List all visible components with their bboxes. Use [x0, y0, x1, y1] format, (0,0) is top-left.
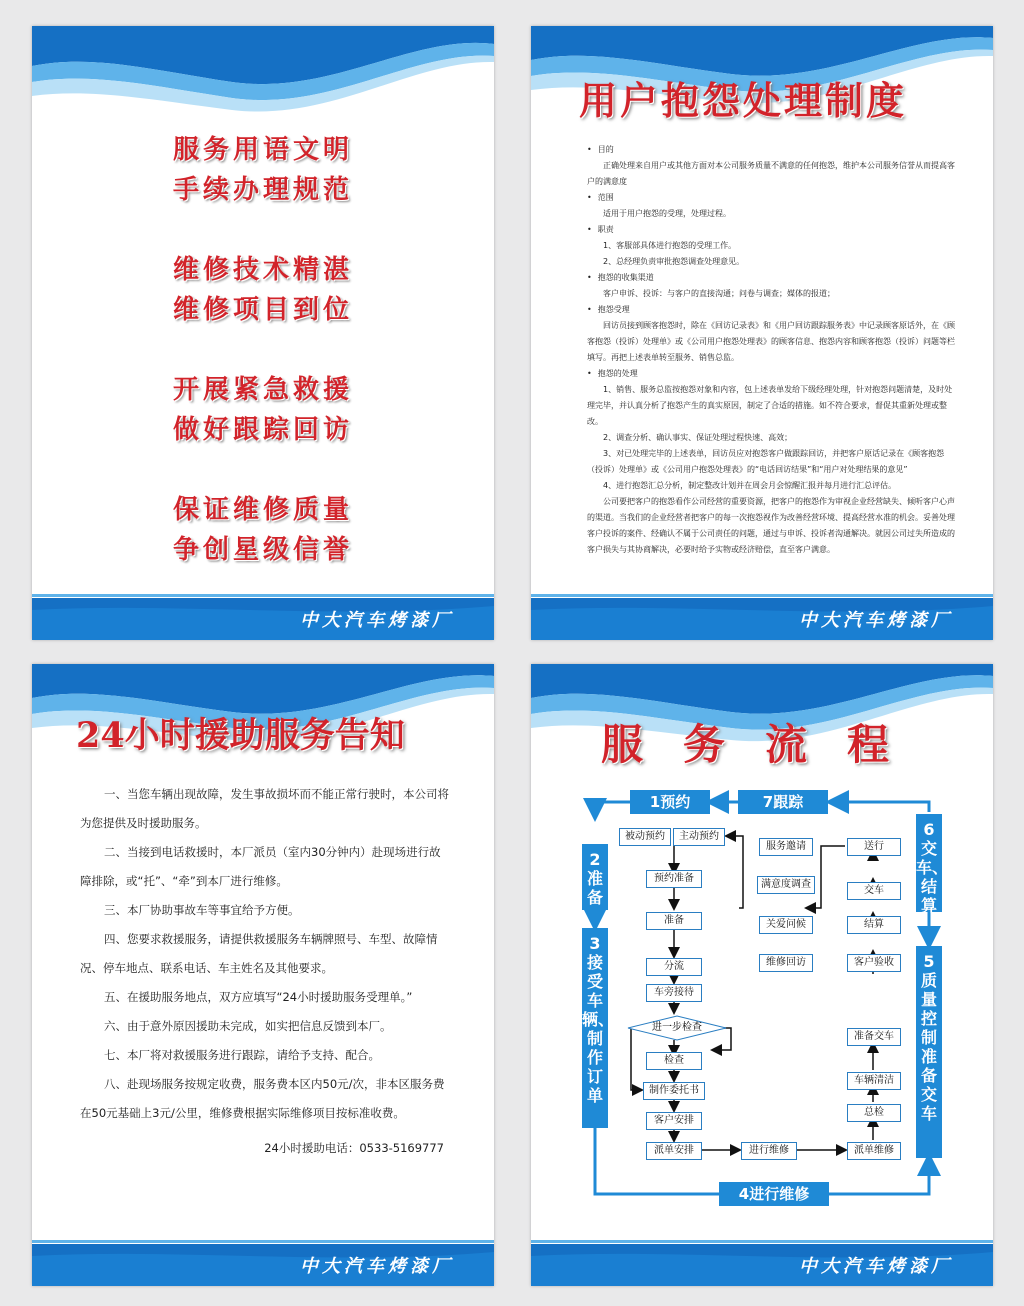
- node-reception: 车旁接待: [646, 984, 702, 1002]
- section-body: 公司要把客户的抱怨看作公司经营的重要资源，把客户的抱怨作为审视企业经营缺失、倾听客户心声的渠道。当我们的企业经营者把客户的每一次抱怨视作为改善经营环境、提高经营水准的机会。妥善处理客户投诉的案件、经确认不属于公司责任的问题，通过与申诉、投诉者沟通解决。就因公司过失所造成的客户损失与其协商解决，必要时给予实物或经济赔偿，直至客户满意。: [587, 497, 955, 554]
- company-name: 中大汽车烤漆厂: [799, 610, 953, 631]
- section-body: 客户申诉、投诉：与客户的直接沟通；问卷与调查；媒体的报道；: [603, 289, 835, 298]
- node-further-check-label: 进一步检查: [652, 1022, 702, 1033]
- stage-delivery-settlement: 6交车、结算: [916, 814, 942, 912]
- notice-item: 五、在援助服务地点，双方应填写“24小时援助服务受理单。”: [104, 990, 413, 1004]
- notice-item: 四、您要求救援服务，请提供救援服务车辆牌照号、车型、故障情况、停车地点、联系电话、车主姓名及其他要求。: [80, 932, 438, 975]
- section-heading: • 抱怨的处理: [587, 366, 957, 382]
- section-heading: • 目的: [587, 142, 957, 158]
- company-name: 中大汽车烤漆厂: [300, 610, 454, 631]
- page-title: 服务流程: [601, 720, 930, 769]
- notice-item: 二、当接到电话救援时，本厂派员（室内30分钟内）赴现场进行故障排除，或“托”、“牵”到本厂进行维修。: [80, 845, 441, 888]
- company-name: 中大汽车烤漆厂: [300, 1256, 454, 1277]
- page-title: 24小时援助服务告知: [76, 715, 405, 756]
- notice-text: [80, 780, 452, 1163]
- node-repair-revisit: 维修回访: [759, 954, 813, 972]
- footer-band: [531, 1236, 993, 1286]
- slogan-line: 开展紧急救援: [172, 375, 353, 405]
- stage-receive-vehicle: 3接受车辆、制作订单: [582, 928, 608, 1128]
- slogan-line: 保证维修质量: [172, 495, 353, 525]
- node-repair: 进行维修: [741, 1142, 797, 1160]
- node-satisfaction-survey: 满意度调查: [757, 876, 815, 894]
- node-further-check: [627, 1015, 727, 1041]
- section-body: 1、销售、服务总监按抱怨对象和内容，包上述表单发给下级经理处理，针对抱怨问题清楚，及时处理完毕，并认真分析了抱怨产生的真实原因，制定了合适的措施。如不符合要求，督促其重新处理或整改。: [587, 385, 953, 426]
- stage-quality-control: 5质量控制准备交车: [916, 946, 942, 1158]
- notice-item: 一、当您车辆出现故障，发生事故损坏而不能正常行驶时，本公司将为您提供及时援助服务。: [80, 787, 449, 830]
- stage-prepare: 2准备: [582, 844, 608, 910]
- section-body: 3、对已处理完毕的上述表单，回访员应对抱怨客户做跟踪回访，并把客户原话记录在《顾客抱怨（投诉）处理单》或《公司用户抱怨处理表》的“电话回访结果”和“用户对处理结果的意见”: [587, 449, 945, 474]
- node-vehicle-wash: 车辆清洁: [847, 1072, 901, 1090]
- slogan-line: 手续办理规范: [172, 175, 353, 205]
- slogan-line: 做好跟踪回访: [172, 415, 353, 445]
- company-name: 中大汽车烤漆厂: [799, 1256, 953, 1277]
- section-body: 2、总经理负责审批抱怨调查处理意见。: [603, 257, 745, 266]
- footer-band: [32, 590, 494, 640]
- policy-text: [587, 142, 957, 558]
- node-dispatch-repair: 派单维修: [847, 1142, 901, 1160]
- slogan-line: 维修技术精湛: [172, 255, 353, 285]
- node-passive-appointment: 被动预约: [619, 828, 671, 846]
- notice-item: 七、本厂将对救援服务进行跟踪，请给予支持、配合。: [104, 1048, 380, 1062]
- node-prepare-delivery: 准备交车: [847, 1028, 901, 1046]
- section-heading: • 抱怨受理: [587, 302, 957, 318]
- stage-repair: 4进行维修: [719, 1182, 829, 1206]
- node-service-invite: 服务邀请: [759, 838, 813, 856]
- node-check: 检查: [646, 1052, 702, 1070]
- node-appointment-prep: 预约准备: [646, 870, 702, 888]
- node-care-greeting: 关爱问候: [759, 916, 813, 934]
- notice-item: 八、赴现场服务按规定收费，服务费本区内50元/次，非本区服务费在50元基础上3元/公里，维修费根据实际维修项目按标准收费。: [80, 1077, 445, 1120]
- section-body: 4、进行抱怨汇总分析，制定整改计划并在周会月会惊醒汇报并每月进行汇总评估。: [603, 481, 897, 490]
- section-body: 适用于用户抱怨的受理，处理过程。: [603, 209, 731, 218]
- section-body: 正确处理来自用户或其他方面对本公司服务质量不满意的任何抱怨，维护本公司服务信誉从而提高客户的满意度: [587, 161, 955, 186]
- slogan-board: [32, 26, 494, 640]
- service-flow-board: [531, 664, 993, 1286]
- rescue-phone: 24小时援助电话：0533-5169777: [264, 1141, 444, 1155]
- node-work-order: 制作委托书: [643, 1082, 705, 1100]
- footer-band: [531, 590, 993, 640]
- stage-follow-up: 7跟踪: [738, 790, 828, 814]
- section-heading: • 抱怨的收集渠道: [587, 270, 957, 286]
- node-settlement: 结算: [847, 916, 901, 934]
- node-send-off: 送行: [847, 838, 901, 856]
- node-delivery: 交车: [847, 882, 901, 900]
- rescue-notice-board: [32, 664, 494, 1286]
- slogan-line: 维修项目到位: [172, 295, 353, 325]
- node-prepare: 准备: [646, 912, 702, 930]
- section-body: 2、调查分析、确认事实、保证处理过程快速、高效；: [603, 433, 793, 442]
- node-customer-arrange: 客户安排: [646, 1112, 702, 1130]
- node-dispatch: 派单安排: [646, 1142, 702, 1160]
- slogan-list: [32, 130, 494, 570]
- section-heading: • 职责: [587, 222, 957, 238]
- node-active-appointment: 主动预约: [673, 828, 725, 846]
- node-split: 分流: [646, 958, 702, 976]
- node-customer-acceptance: 客户验收: [847, 954, 901, 972]
- stage-appointment: 1预约: [630, 790, 710, 814]
- footer-band: [32, 1236, 494, 1286]
- page-title: 用户抱怨处理制度: [579, 78, 908, 123]
- notice-item: 三、本厂协助事故车等事宜给予方便。: [104, 903, 300, 917]
- section-body: 1、客服部具体进行抱怨的受理工作。: [603, 241, 737, 250]
- slogan-line: 服务用语文明: [172, 135, 353, 165]
- section-body: 回访员接到顾客抱怨时，除在《回访记录表》和《用户回访跟踪服务表》中记录顾客原话外，在《顾客抱怨（投诉）处理单》或《公司用户抱怨处理表》的顾客信息、抱怨内容和顾客抱怨（投诉）问题等栏填写。再把上述表单转至服务、销售总监。: [587, 321, 955, 362]
- slogan-line: 争创星级信誉: [172, 535, 353, 565]
- node-final-check: 总检: [847, 1104, 901, 1122]
- complaint-policy-board: [531, 26, 993, 640]
- section-heading: • 范围: [587, 190, 957, 206]
- notice-item: 六、由于意外原因援助未完成，如实把信息反馈到本厂。: [104, 1019, 392, 1033]
